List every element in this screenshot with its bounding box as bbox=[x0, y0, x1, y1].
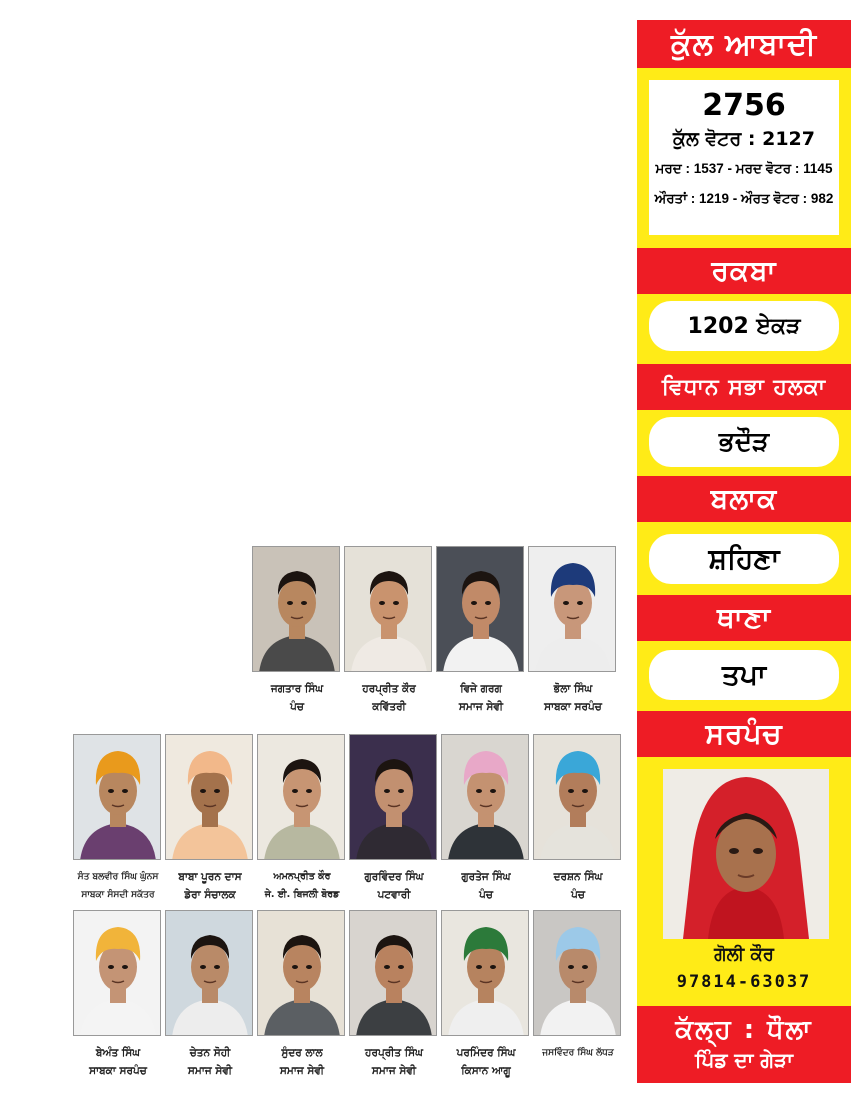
person-card bbox=[436, 546, 526, 716]
person-card bbox=[73, 910, 163, 1080]
person-card bbox=[257, 910, 347, 1080]
person-role: ਕਿਸਾਨ ਆਗੂ bbox=[461, 1065, 511, 1077]
sarpanch-phone: 97814-63037 bbox=[676, 972, 812, 992]
person-photo bbox=[165, 910, 253, 1036]
total-voters: ਕੁੱਲ ਵੋਟਰ : 2127 bbox=[673, 128, 815, 150]
person-name: ਜਸਵਿੰਦਰ ਸਿੰਘ ਲੱਧੜ bbox=[542, 1048, 614, 1058]
person-name: ਗੁਰਵਿੰਦਰ ਸਿੰਘ bbox=[364, 871, 424, 883]
person-role: ਸਮਾਜ ਸੇਵੀ bbox=[279, 1065, 325, 1077]
person-card bbox=[349, 910, 439, 1080]
population-stats-box bbox=[649, 80, 839, 235]
person-portrait bbox=[442, 735, 529, 860]
person-portrait bbox=[437, 547, 524, 672]
person-photo bbox=[165, 734, 253, 860]
sarpanch-name: ਗੋਲੀ ਕੌਰ bbox=[714, 944, 774, 965]
person-portrait bbox=[258, 735, 345, 860]
person-name: ਭੋਲਾ ਸਿੰਘ bbox=[553, 683, 593, 695]
person-portrait bbox=[253, 547, 340, 672]
person-name: ਹਰਪ੍ਰੀਤ ਕੌਰ bbox=[362, 683, 416, 695]
area-value: 1202 ਏਕੜ bbox=[649, 301, 839, 351]
police-station-heading: ਥਾਣਾ bbox=[637, 595, 851, 641]
person-card bbox=[441, 734, 531, 904]
person-name: ਪਰਮਿੰਦਰ ਸਿੰਘ bbox=[456, 1047, 516, 1059]
person-photo bbox=[349, 910, 437, 1036]
person-portrait bbox=[166, 911, 253, 1036]
person-card bbox=[344, 546, 434, 716]
person-portrait bbox=[258, 911, 345, 1036]
person-role: ਪਟਵਾਰੀ bbox=[377, 889, 411, 901]
population-heading: ਕੁੱਲ ਆਬਾਦੀ bbox=[637, 20, 851, 68]
person-role: ਪੰਚ bbox=[290, 701, 304, 713]
person-portrait bbox=[350, 911, 437, 1036]
person-photo bbox=[257, 910, 345, 1036]
person-portrait bbox=[350, 735, 437, 860]
person-name: ਗੁਰਤੇਜ ਸਿੰਘ bbox=[461, 871, 511, 883]
police-station-value: ਤਪਾ bbox=[649, 650, 839, 700]
person-name: ਵਿਜੇ ਗਰਗ bbox=[460, 683, 502, 695]
person-role: ਡੇਰਾ ਸੰਚਾਲਕ bbox=[184, 889, 236, 901]
person-role: ਸਮਾਜ ਸੇਵੀ bbox=[371, 1065, 417, 1077]
person-card bbox=[257, 734, 347, 904]
person-photo bbox=[349, 734, 437, 860]
next-village-footer bbox=[637, 1006, 851, 1083]
person-name: ਜਗਤਾਰ ਸਿੰਘ bbox=[270, 683, 324, 695]
person-card bbox=[73, 734, 163, 904]
sarpanch-portrait bbox=[663, 769, 829, 939]
men-stats: ਮਰਦ : 1537 - ਮਰਦ ਵੋਟਰ : 1145 bbox=[655, 161, 833, 176]
person-photo bbox=[73, 910, 161, 1036]
person-portrait bbox=[166, 735, 253, 860]
person-portrait bbox=[534, 735, 621, 860]
constituency-heading: ਵਿਧਾਨ ਸਭਾ ਹਲਕਾ bbox=[637, 364, 851, 410]
person-role: ਪੰਚ bbox=[479, 889, 493, 901]
person-role: ਸਾਬਕਾ ਸਰਪੰਚ bbox=[89, 1065, 147, 1077]
person-photo bbox=[344, 546, 432, 672]
block-value: ਸ਼ਹਿਣਾ bbox=[649, 534, 839, 584]
person-portrait bbox=[74, 735, 161, 860]
women-stats: ਔਰਤਾਂ : 1219 - ਔਰਤ ਵੋਟਰ : 982 bbox=[654, 191, 834, 206]
sarpanch-heading: ਸਰਪੰਚ bbox=[637, 711, 851, 757]
person-role: ਸਮਾਜ ਸੇਵੀ bbox=[458, 701, 504, 713]
person-card bbox=[533, 910, 623, 1062]
person-card bbox=[349, 734, 439, 904]
area-heading: ਰਕਬਾ bbox=[637, 248, 851, 294]
person-portrait bbox=[74, 911, 161, 1036]
person-card bbox=[165, 734, 255, 904]
person-photo bbox=[441, 910, 529, 1036]
person-photo bbox=[436, 546, 524, 672]
person-portrait bbox=[529, 547, 616, 672]
person-name: ਸੁੰਦਰ ਲਾਲ bbox=[281, 1047, 323, 1059]
person-card bbox=[165, 910, 255, 1080]
person-name: ਬਾਬਾ ਪੂਰਨ ਦਾਸ bbox=[178, 871, 242, 883]
person-role: ਸਾਬਕਾ ਸਰਪੰਚ bbox=[544, 701, 602, 713]
person-photo bbox=[252, 546, 340, 672]
person-card bbox=[441, 910, 531, 1080]
person-portrait bbox=[442, 911, 529, 1036]
village-info-panel bbox=[637, 20, 851, 1083]
person-name: ਬੇਅੰਤ ਸਿੰਘ bbox=[95, 1047, 141, 1059]
person-name: ਹਰਪ੍ਰੀਤ ਸਿੰਘ bbox=[365, 1047, 423, 1059]
person-portrait bbox=[345, 547, 432, 672]
person-role: ਕਵਿੱਤਰੀ bbox=[372, 701, 406, 713]
sarpanch-photo bbox=[663, 769, 829, 939]
person-name: ਚੇਤਨ ਸੋਹੀ bbox=[189, 1047, 231, 1059]
person-role: ਸਾਬਕਾ ਸੰਸਦੀ ਸਕੱਤਰ bbox=[81, 890, 155, 900]
person-role: ਜੇ. ਈ. ਬਿਜਲੀ ਬੋਰਡ bbox=[264, 889, 340, 900]
person-photo bbox=[528, 546, 616, 672]
person-name: ਸੰਤ ਬਲਵੀਰ ਸਿੰਘ ਘੁੰਨਸ bbox=[77, 872, 159, 882]
person-card bbox=[252, 546, 342, 716]
block-heading: ਬਲਾਕ bbox=[637, 476, 851, 522]
person-card bbox=[533, 734, 623, 904]
population-total: 2756 bbox=[702, 88, 786, 123]
person-photo bbox=[73, 734, 161, 860]
person-name: ਦਰਸ਼ਨ ਸਿੰਘ bbox=[553, 871, 603, 883]
person-role: ਪੰਚ bbox=[571, 889, 585, 901]
person-photo bbox=[257, 734, 345, 860]
person-name: ਅਮਨਪ੍ਰੀਤ ਕੌਰ bbox=[273, 871, 331, 882]
person-photo bbox=[441, 734, 529, 860]
person-photo bbox=[533, 910, 621, 1036]
constituency-value: ਭਦੌੜ bbox=[649, 417, 839, 467]
footer-series-title: ਪਿੰਡ ਦਾ ਗੇੜਾ bbox=[695, 1048, 793, 1072]
footer-next-village: ਕੱਲ੍ਹ : ਧੌਲਾ bbox=[675, 1015, 813, 1045]
person-portrait bbox=[534, 911, 621, 1036]
person-role: ਸਮਾਜ ਸੇਵੀ bbox=[187, 1065, 233, 1077]
person-photo bbox=[533, 734, 621, 860]
person-card bbox=[528, 546, 618, 716]
